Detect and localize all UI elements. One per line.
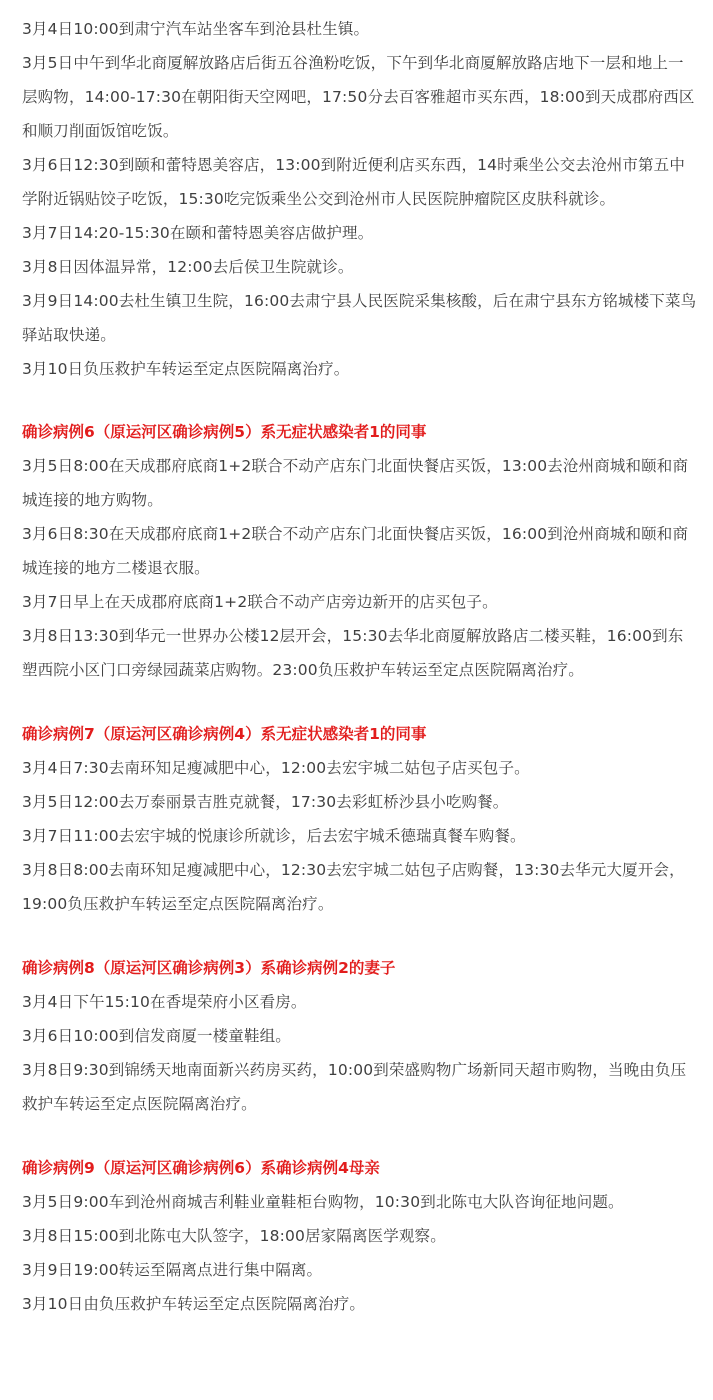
section-case-5-trail xyxy=(22,12,697,386)
trail-entry: 3月4日下午15:10在香堤荣府小区看房。 xyxy=(22,993,307,1011)
trail-entry: 3月7日14:20-15:30在颐和蕾特恩美容店做护理。 xyxy=(22,224,374,242)
trail-entry: 3月4日10:00到肃宁汽车站坐客车到沧县杜生镇。 xyxy=(22,20,370,38)
case-heading: 确诊病例7（原运河区确诊病例4）系无症状感染者1的同事 xyxy=(22,725,427,743)
section-case-6 xyxy=(22,416,697,687)
case-heading: 确诊病例8（原运河区确诊病例3）系确诊病例2的妻子 xyxy=(22,959,396,977)
trail-entry: 3月4日7:30去南环知足瘦减肥中心，12:00去宏宇城二姑包子店买包子。 xyxy=(22,759,530,777)
trail-entry: 3月5日中午到华北商厦解放路店后街五谷渔粉吃饭，下午到华北商厦解放路店地下一层和地上一层购物，14:00-17:30在朝阳街天空网吧，17:50分去百客雅超市买东西，18:00到天成郡府西区和顺刀削面饭馆吃饭。 xyxy=(22,54,695,140)
trail-entry: 3月8日因体温异常，12:00去后侯卫生院就诊。 xyxy=(22,258,354,276)
trail-entry: 3月6日8:30在天成郡府底商1+2联合不动产店东门北面快餐店买饭，16:00到沧州商城和颐和商城连接的地方二楼退衣服。 xyxy=(22,525,689,577)
trail-entry: 3月8日13:30到华元一世界办公楼12层开会，15:30去华北商厦解放路店二楼买鞋，16:00到东塑西院小区门口旁绿园蔬菜店购物。23:00负压救护车转运至定点医院隔离治疗。 xyxy=(22,627,684,679)
trail-entry: 3月9日19:00转运至隔离点进行集中隔离。 xyxy=(22,1261,323,1279)
trail-entry: 3月6日12:30到颐和蕾特恩美容店，13:00到附近便利店买东西，14时乘坐公交去沧州市第五中学附近锅贴饺子吃饭，15:30吃完饭乘坐公交到沧州市人民医院肿瘤院区皮肤科就诊。 xyxy=(22,156,685,208)
trail-entry: 3月7日早上在天成郡府底商1+2联合不动产店旁边新开的店买包子。 xyxy=(22,593,498,611)
trail-entry: 3月9日14:00去杜生镇卫生院，16:00去肃宁县人民医院采集核酸，后在肃宁县东方铭城楼下菜鸟驿站取快递。 xyxy=(22,292,697,344)
trail-entry: 3月5日8:00在天成郡府底商1+2联合不动产店东门北面快餐店买饭，13:00去沧州商城和颐和商城连接的地方购物。 xyxy=(22,457,689,509)
trail-entry: 3月10日负压救护车转运至定点医院隔离治疗。 xyxy=(22,360,350,378)
trail-entry: 3月7日11:00去宏宇城的悦康诊所就诊，后去宏宇城禾德瑞真餐车购餐。 xyxy=(22,827,526,845)
trail-entry: 3月5日12:00去万泰丽景吉胜克就餐，17:30去彩虹桥沙县小吃购餐。 xyxy=(22,793,509,811)
trail-entry: 3月5日9:00车到沧州商城吉利鞋业童鞋柜台购物，10:30到北陈屯大队咨询征地问题。 xyxy=(22,1193,624,1211)
section-case-9 xyxy=(22,1152,697,1321)
trail-entry: 3月8日9:30到锦绣天地南面新兴药房买药，10:00到荣盛购物广场新同天超市购物，当晚由负压救护车转运至定点医院隔离治疗。 xyxy=(22,1061,687,1113)
section-case-8 xyxy=(22,952,697,1121)
trail-entry: 3月8日15:00到北陈屯大队签字，18:00居家隔离医学观察。 xyxy=(22,1227,446,1245)
trail-entry: 3月6日10:00到信发商厦一楼童鞋组。 xyxy=(22,1027,291,1045)
case-heading: 确诊病例6（原运河区确诊病例5）系无症状感染者1的同事 xyxy=(22,423,427,441)
trail-entry: 3月10日由负压救护车转运至定点医院隔离治疗。 xyxy=(22,1295,366,1313)
trail-entry: 3月8日8:00去南环知足瘦减肥中心，12:30去宏宇城二姑包子店购餐，13:30去华元大厦开会，19:00负压救护车转运至定点医院隔离治疗。 xyxy=(22,861,685,913)
case-heading: 确诊病例9（原运河区确诊病例6）系确诊病例4母亲 xyxy=(22,1159,380,1177)
section-case-7 xyxy=(22,718,697,921)
